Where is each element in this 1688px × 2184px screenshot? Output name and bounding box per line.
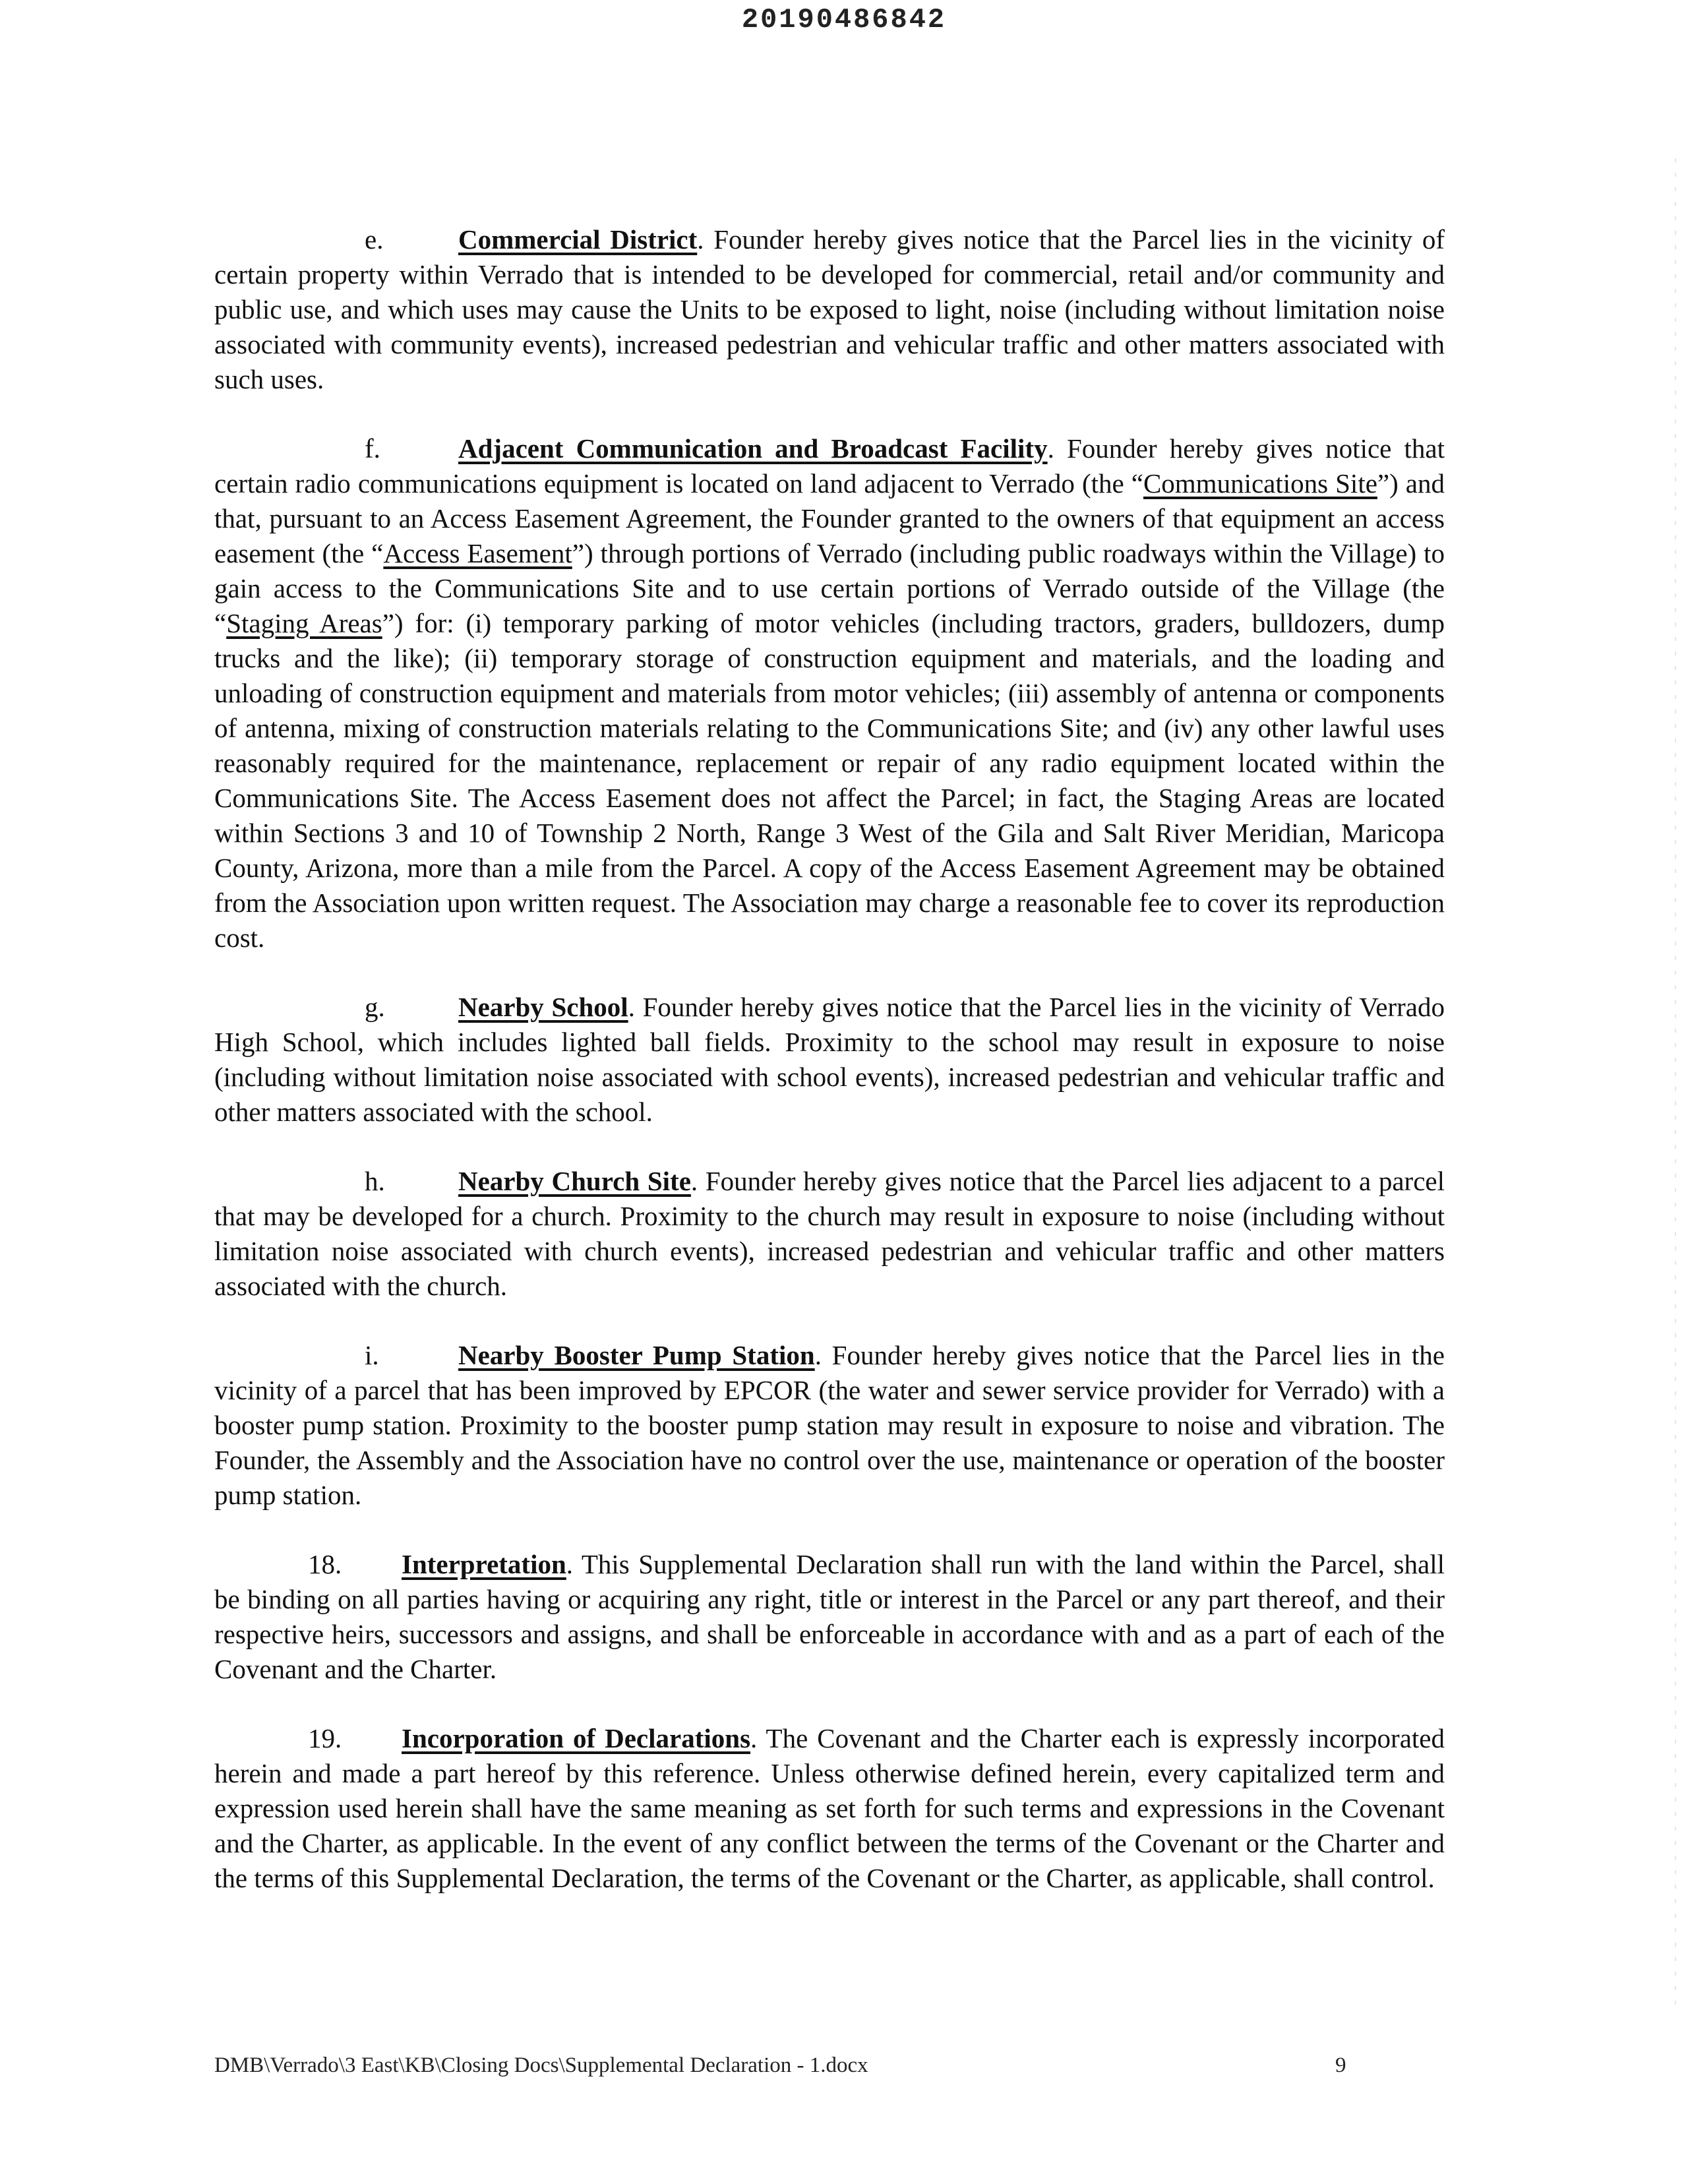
paragraph-heading: Commercial District xyxy=(458,224,698,255)
footer-file-path: DMB\Verrado\3 East\KB\Closing Docs\Supplemental Declaration - 1.docx xyxy=(214,2053,868,2077)
paragraph-i-booster-pump-station xyxy=(214,1338,1445,1513)
recording-number: 20190486842 xyxy=(741,4,947,36)
paragraph-text: ”) for: (i) temporary parking of motor vehicles (including tractors, graders, bulldozers, dump trucks and the like); (ii) temporary storage of construction equipment and materials, and the loading and unloading of construction equipment and materials from motor vehicles; (iii) assembly of antenna or components of antenna, mixing of construction materials relating to the Communications Site; and (iv) any other lawful uses reasonably required for the maintenance, replacement or repair of any radio equipment located within the Communications Site. The Access Easement does not affect the Parcel; in fact, the Staging Areas are located within Sections 3 and 10 of Township 2 North, Range 3 West of the Gila and Salt River Meridian, Maricopa County, Arizona, more than a mile from the Parcel. A copy of the Access Easement Agreement may be obtained from the Association upon written request. The Association may charge a reasonable fee to cover its reproduction cost. xyxy=(214,608,1445,953)
paragraph-label: g. xyxy=(365,992,385,1022)
section-heading: Interpretation xyxy=(402,1549,566,1579)
defined-term-staging-areas: Staging Areas xyxy=(226,608,382,638)
paragraph-text: . Founder hereby gives notice that the Parcel lies in the vicinity of certain property within Verrado that is intended to be developed for commercial, retail and/or community and public use, and which uses may cause the Units to be exposed to light, noise (including without limitation noise associated with community events), increased pedestrian and vehicular traffic and other matters associated with such uses. xyxy=(214,224,1445,394)
paragraph-text: ”) and that, pursuant to an Access Easement Agreement, the Founder granted to the owners of that equipment an access easement (the “ xyxy=(214,468,1445,568)
paragraph-e-commercial-district xyxy=(214,222,1445,397)
section-18-interpretation xyxy=(214,1547,1445,1687)
paragraph-heading: Nearby Church Site xyxy=(458,1166,691,1196)
document-body xyxy=(214,222,1445,1930)
paragraph-label: f. xyxy=(365,433,380,464)
paragraph-h-nearby-church-site xyxy=(214,1164,1445,1304)
paragraph-text: . Founder hereby gives notice that certain radio communications equipment is located on land adjacent to Verrado (the “ xyxy=(214,433,1445,499)
section-number: 19. xyxy=(308,1723,342,1753)
footer-page-number: 9 xyxy=(1335,2053,1346,2077)
section-text: . This Supplemental Declaration shall run with the land within the Parcel, shall be binding on all parties having or acquiring any right, title or interest in the Parcel or any part thereof, and their respective heirs, successors and assigns, and shall be enforceable in accordance with and as a part of each of the Covenant and the Charter. xyxy=(214,1549,1445,1684)
defined-term-access-easement: Access Easement xyxy=(383,538,572,568)
paragraph-text: . Founder hereby gives notice that the Parcel lies in the vicinity of Verrado High School, which includes lighted ball fields. Proximity to the school may result in exposure to noise (including without limitation noise associated with school events), increased pedestrian and vehicular traffic and other matters associated with the school. xyxy=(214,992,1445,1127)
paragraph-label: i. xyxy=(365,1340,379,1370)
paragraph-f-communication-facility xyxy=(214,431,1445,956)
defined-term-communications-site: Communications Site xyxy=(1143,468,1377,499)
scan-edge-artifact xyxy=(1675,158,1676,2005)
paragraph-text: ”) through portions of Verrado (including public roadways within the Village) to gain access to the Communications Site and to use certain portions of Verrado outside of the Village (the “ xyxy=(214,538,1445,638)
section-text: . The Covenant and the Charter each is expressly incorporated herein and made a part hereof by this reference. Unless otherwise defined herein, every capitalized term and expression used herein shall have the same meaning as set forth for such terms and expressions in the Covenant and the Charter, as applicable. In the event of any conflict between the terms of the Covenant or the Charter and the terms of this Supplemental Declaration, the terms of the Covenant or the Charter, as applicable, shall control. xyxy=(214,1723,1445,1893)
paragraph-text: . Founder hereby gives notice that the Parcel lies adjacent to a parcel that may be developed for a church. Proximity to the church may result in exposure to noise (including without limitation noise associated with church events), increased pedestrian and vehicular traffic and other matters associated with the church. xyxy=(214,1166,1445,1301)
section-heading: Incorporation of Declarations xyxy=(402,1723,751,1753)
paragraph-heading: Nearby Booster Pump Station xyxy=(458,1340,815,1370)
section-19-incorporation xyxy=(214,1721,1445,1896)
paragraph-g-nearby-school xyxy=(214,990,1445,1130)
paragraph-heading: Adjacent Communication and Broadcast Facility xyxy=(458,433,1048,464)
section-number: 18. xyxy=(308,1549,342,1579)
paragraph-label: h. xyxy=(365,1166,385,1196)
paragraph-heading: Nearby School xyxy=(458,992,628,1022)
paragraph-label: e. xyxy=(365,224,384,255)
paragraph-text: . Founder hereby gives notice that the Parcel lies in the vicinity of a parcel that has been improved by EPCOR (the water and sewer service provider for Verrado) with a booster pump station. Proximity to the booster pump station may result in exposure to noise and vibration. The Founder, the Assembly and the Association have no control over the use, maintenance or operation of the booster pump station. xyxy=(214,1340,1445,1510)
